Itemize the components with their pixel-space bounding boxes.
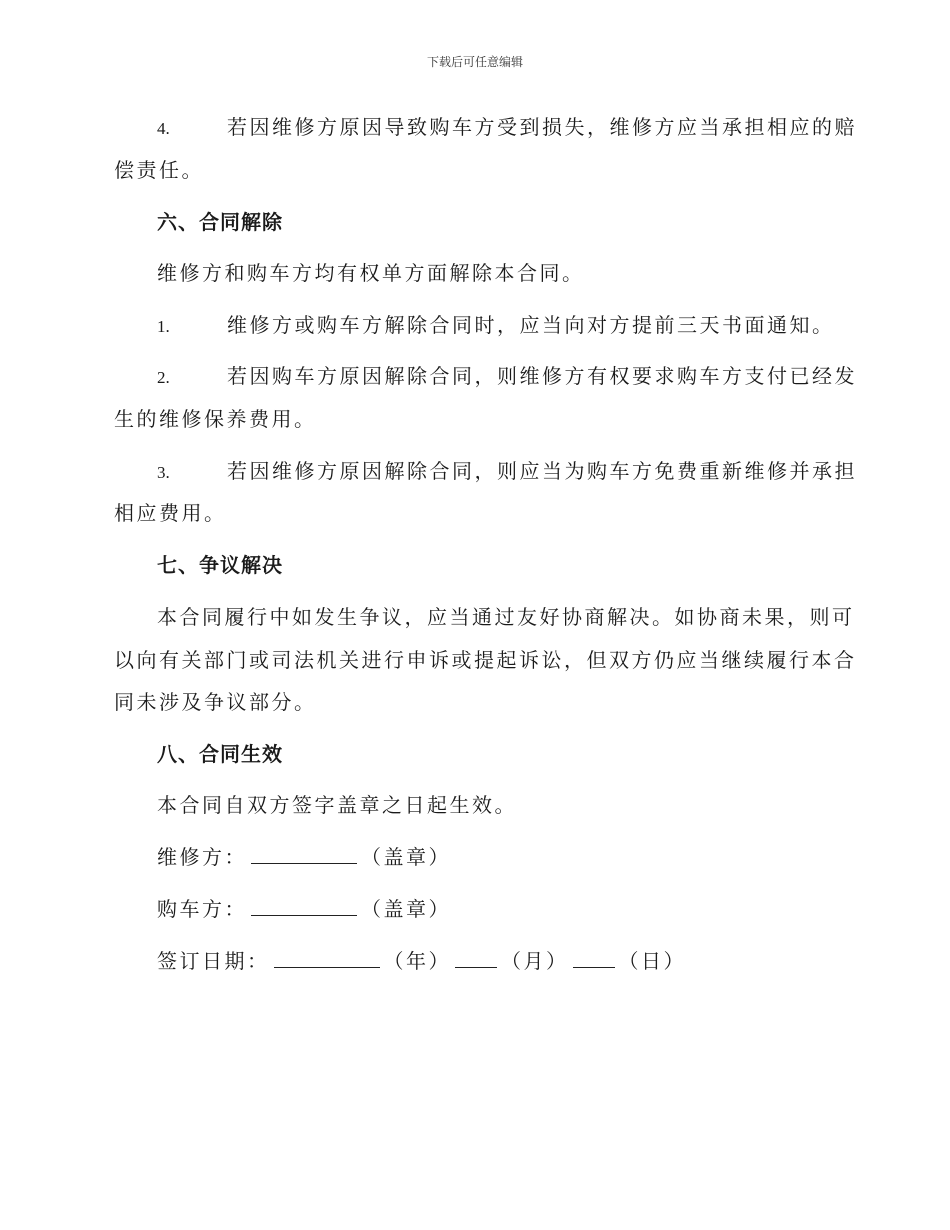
month-blank bbox=[455, 943, 497, 968]
item-4-line2: 偿责任。 bbox=[114, 158, 204, 182]
list-item bbox=[157, 304, 877, 348]
item-number: 1. bbox=[157, 317, 170, 336]
paragraph-line: 本合同履行中如发生争议，应当通过友好协商解决。如协商未果，则可 bbox=[157, 605, 855, 629]
year-label: （年） bbox=[383, 949, 451, 973]
item-text: 维修方或购车方解除合同时，应当向对方提前三天书面通知。 bbox=[227, 313, 835, 337]
section-heading-7: 七、争议解决 bbox=[157, 553, 283, 577]
date-label: 签订日期： bbox=[157, 949, 270, 973]
year-blank bbox=[274, 943, 380, 968]
repair-party-label: 维修方： bbox=[157, 845, 247, 869]
day-blank bbox=[573, 943, 615, 968]
list-item-continuation: 相应费用。 bbox=[114, 501, 227, 525]
paragraph-line: 以向有关部门或司法机关进行申诉或提起诉讼，但双方仍应当继续履行本合 bbox=[114, 648, 857, 672]
page-header: 下载后可任意编辑 bbox=[426, 55, 523, 69]
section-heading-8: 八、合同生效 bbox=[157, 742, 283, 766]
month-label: （月） bbox=[501, 949, 569, 973]
sign-date bbox=[157, 940, 877, 982]
section-heading-6: 六、合同解除 bbox=[157, 210, 283, 234]
buyer-party-signature bbox=[157, 888, 877, 930]
buyer-party-blank bbox=[251, 891, 357, 916]
item-number: 4. bbox=[157, 119, 170, 138]
day-label: （日） bbox=[618, 949, 686, 973]
section-6-intro: 维修方和购车方均有权单方面解除本合同。 bbox=[157, 261, 585, 285]
item-number: 2. bbox=[157, 368, 170, 387]
paragraph-line: 同未涉及争议部分。 bbox=[114, 690, 317, 714]
item-text: 若因维修方原因导致购车方受到损失，维修方应当承担相应的赔 bbox=[227, 115, 857, 139]
buyer-party-label: 购车方： bbox=[157, 897, 247, 921]
list-item bbox=[157, 450, 877, 494]
item-text: 若因维修方原因解除合同，则应当为购车方免费重新维修并承担 bbox=[227, 459, 857, 483]
seal-label: （盖章） bbox=[361, 845, 451, 869]
effective-text: 本合同自双方签字盖章之日起生效。 bbox=[157, 793, 517, 817]
list-item bbox=[157, 355, 877, 399]
item-number: 3. bbox=[157, 463, 170, 482]
repair-party-signature bbox=[157, 836, 877, 878]
item-4-line1 bbox=[157, 106, 877, 150]
seal-label: （盖章） bbox=[361, 897, 451, 921]
repair-party-blank bbox=[251, 839, 357, 864]
item-text: 若因购车方原因解除合同，则维修方有权要求购车方支付已经发 bbox=[227, 364, 857, 388]
list-item-continuation: 生的维修保养费用。 bbox=[114, 407, 317, 431]
